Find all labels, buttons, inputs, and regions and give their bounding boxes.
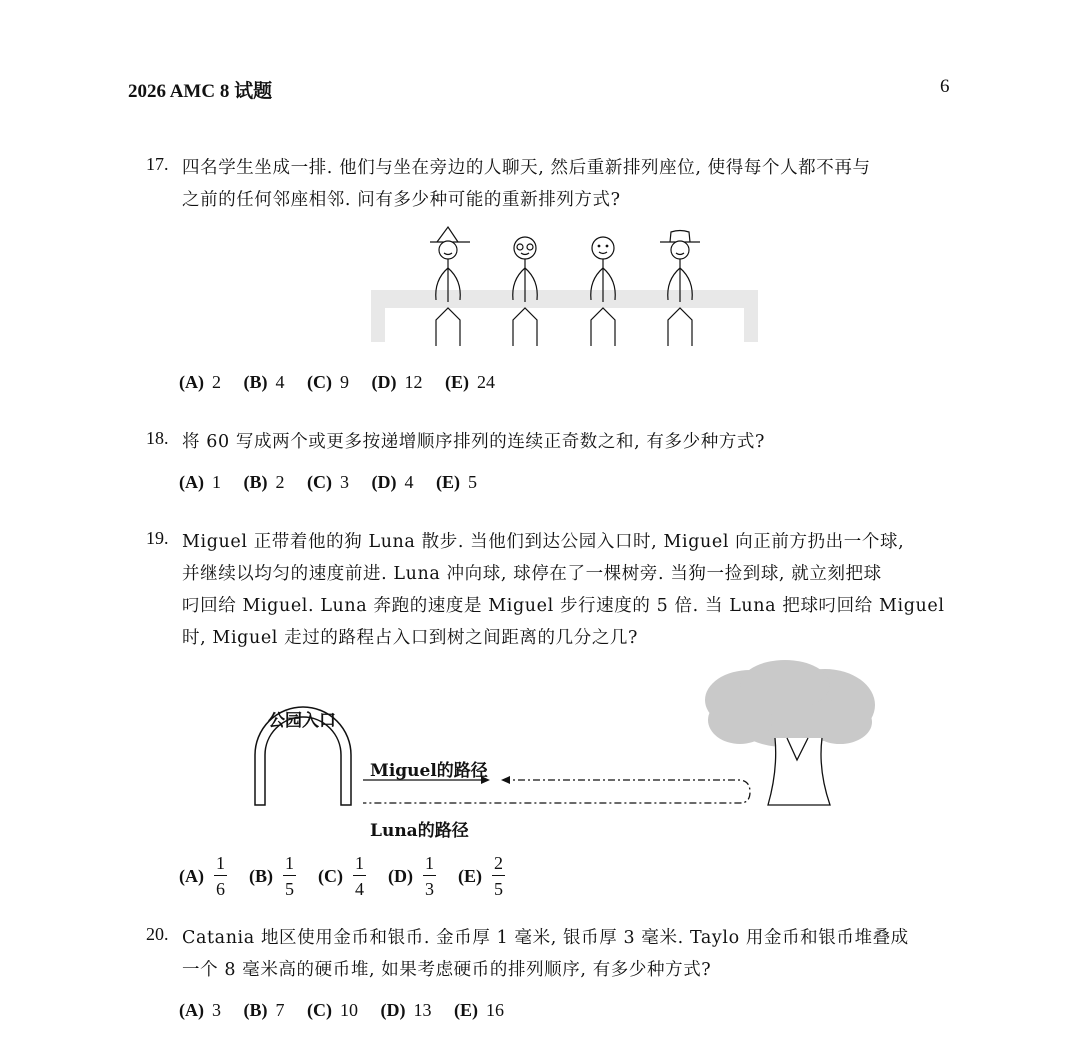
choice-b[interactable]: [244, 372, 285, 393]
choice-value: 1: [212, 472, 221, 492]
choice-fraction: [353, 854, 366, 898]
choice-b[interactable]: [249, 854, 296, 898]
choice-d[interactable]: [388, 854, 436, 898]
luna-path-label: Luna的路径: [370, 821, 469, 841]
question-19-text-line-1: Miguel 正带着他的狗 Luna 散步. 当他们到达公园入口时, Miguel 向正前方扔出一个球,: [182, 532, 905, 552]
choice-label: (E): [458, 865, 482, 886]
choice-label: (B): [243, 372, 268, 392]
denominator: 3: [425, 879, 434, 899]
choice-fraction: [283, 854, 296, 898]
question-18-text-line-1: 将 60 写成两个或更多按递增顺序排列的连续正奇数之和, 有多少种方式?: [182, 432, 765, 452]
choice-b[interactable]: [244, 472, 285, 493]
choice-label: (D): [380, 1000, 406, 1020]
choice-value: 2: [275, 472, 285, 492]
park-entrance-label: 公园入口: [268, 711, 336, 731]
numerator: 2: [492, 854, 505, 876]
choice-value: 10: [340, 1000, 358, 1020]
choice-e[interactable]: [458, 854, 505, 898]
question-19-choices: [179, 854, 527, 898]
choice-label: (C): [318, 865, 343, 886]
choice-c[interactable]: [307, 372, 349, 393]
choice-value: 9: [340, 372, 349, 392]
choice-label: (B): [243, 1000, 268, 1020]
choice-e[interactable]: [454, 1000, 504, 1021]
question-19-text-line-2: 并继续以均匀的速度前进. Luna 冲向球, 球停在了一棵树旁. 当狗一捡到球, 就立刻把球: [182, 564, 882, 584]
choice-label: (D): [388, 865, 413, 886]
choice-value: 4: [404, 472, 414, 492]
choice-label: (C): [307, 1000, 332, 1020]
question-19-text-line-3: 叼回给 Miguel. Luna 奔跑的速度是 Miguel 步行速度的 5 倍. 当 Luna 把球叼回给 Miguel: [182, 596, 945, 616]
question-17-text-line-1: 四名学生坐成一排. 他们与坐在旁边的人聊天, 然后重新排列座位, 使得每个人都不再与: [182, 158, 871, 178]
park-path-figure: [250, 660, 880, 840]
question-18-number: 18.: [146, 428, 169, 448]
question-20-number: 20.: [146, 924, 169, 944]
choice-a[interactable]: [179, 854, 227, 898]
numerator: 1: [214, 854, 227, 876]
numerator: 1: [423, 854, 436, 876]
choice-label: (B): [243, 472, 268, 492]
choice-value: 7: [275, 1000, 285, 1020]
choice-b[interactable]: [244, 1000, 285, 1021]
choice-c[interactable]: [318, 854, 366, 898]
question-17-choices: [179, 372, 513, 393]
question-19-number: 19.: [146, 528, 169, 548]
choice-a[interactable]: [179, 1000, 221, 1021]
choice-value: 16: [486, 1000, 504, 1020]
choice-c[interactable]: [307, 472, 349, 493]
denominator: 5: [285, 879, 294, 899]
denominator: 5: [494, 879, 503, 899]
choice-fraction: [214, 854, 227, 898]
choice-fraction: [423, 854, 436, 898]
page-number: 6: [940, 76, 950, 97]
choice-d[interactable]: [372, 472, 414, 493]
choice-a[interactable]: [179, 372, 221, 393]
numerator: 1: [353, 854, 366, 876]
choice-value: 3: [340, 472, 349, 492]
choice-label: (E): [445, 372, 469, 392]
miguel-path-label: Miguel的路径: [370, 761, 488, 781]
choice-c[interactable]: [307, 1000, 358, 1021]
question-20-text-line-1: Catania 地区使用金币和银币. 金币厚 1 毫米, 银币厚 3 毫米. Taylo 用金币和银币堆叠成: [182, 928, 909, 948]
numerator: 1: [283, 854, 296, 876]
page-header-title: 2026 AMC 8 试题: [128, 81, 273, 102]
choice-label: (D): [371, 372, 397, 392]
question-17-number: 17.: [146, 154, 169, 174]
choice-a[interactable]: [179, 472, 221, 493]
question-17-text-line-2: 之前的任何邻座相邻. 问有多少种可能的重新排列方式?: [182, 190, 621, 210]
choice-e[interactable]: [436, 472, 477, 493]
choice-label: (E): [436, 472, 460, 492]
question-20-choices: [179, 1000, 522, 1021]
question-20-text-line-2: 一个 8 毫米高的硬币堆, 如果考虑硬币的排列顺序, 有多少种方式?: [182, 960, 712, 980]
choice-value: 24: [477, 372, 495, 392]
denominator: 6: [216, 879, 225, 899]
choice-fraction: [492, 854, 505, 898]
question-19-text-line-4: 时, Miguel 走过的路程占入口到树之间距离的几分之几?: [182, 628, 639, 648]
question-18-choices: [179, 472, 495, 493]
choice-label: (C): [307, 372, 332, 392]
choice-label: (A): [179, 1000, 204, 1020]
choice-label: (A): [179, 372, 204, 392]
choice-label: (A): [179, 472, 204, 492]
students-at-table-figure: [368, 222, 763, 350]
choice-d[interactable]: [381, 1000, 432, 1021]
denominator: 4: [355, 879, 364, 899]
choice-label: (A): [179, 865, 204, 886]
choice-value: 12: [404, 372, 423, 392]
choice-d[interactable]: [372, 372, 423, 393]
choice-label: (C): [307, 472, 332, 492]
choice-value: 3: [212, 1000, 221, 1020]
choice-value: 13: [413, 1000, 432, 1020]
choice-label: (D): [371, 472, 397, 492]
choice-label: (B): [249, 865, 273, 886]
choice-e[interactable]: [445, 372, 495, 393]
choice-value: 2: [212, 372, 221, 392]
choice-value: 4: [275, 372, 285, 392]
choice-value: 5: [468, 472, 477, 492]
choice-label: (E): [454, 1000, 478, 1020]
